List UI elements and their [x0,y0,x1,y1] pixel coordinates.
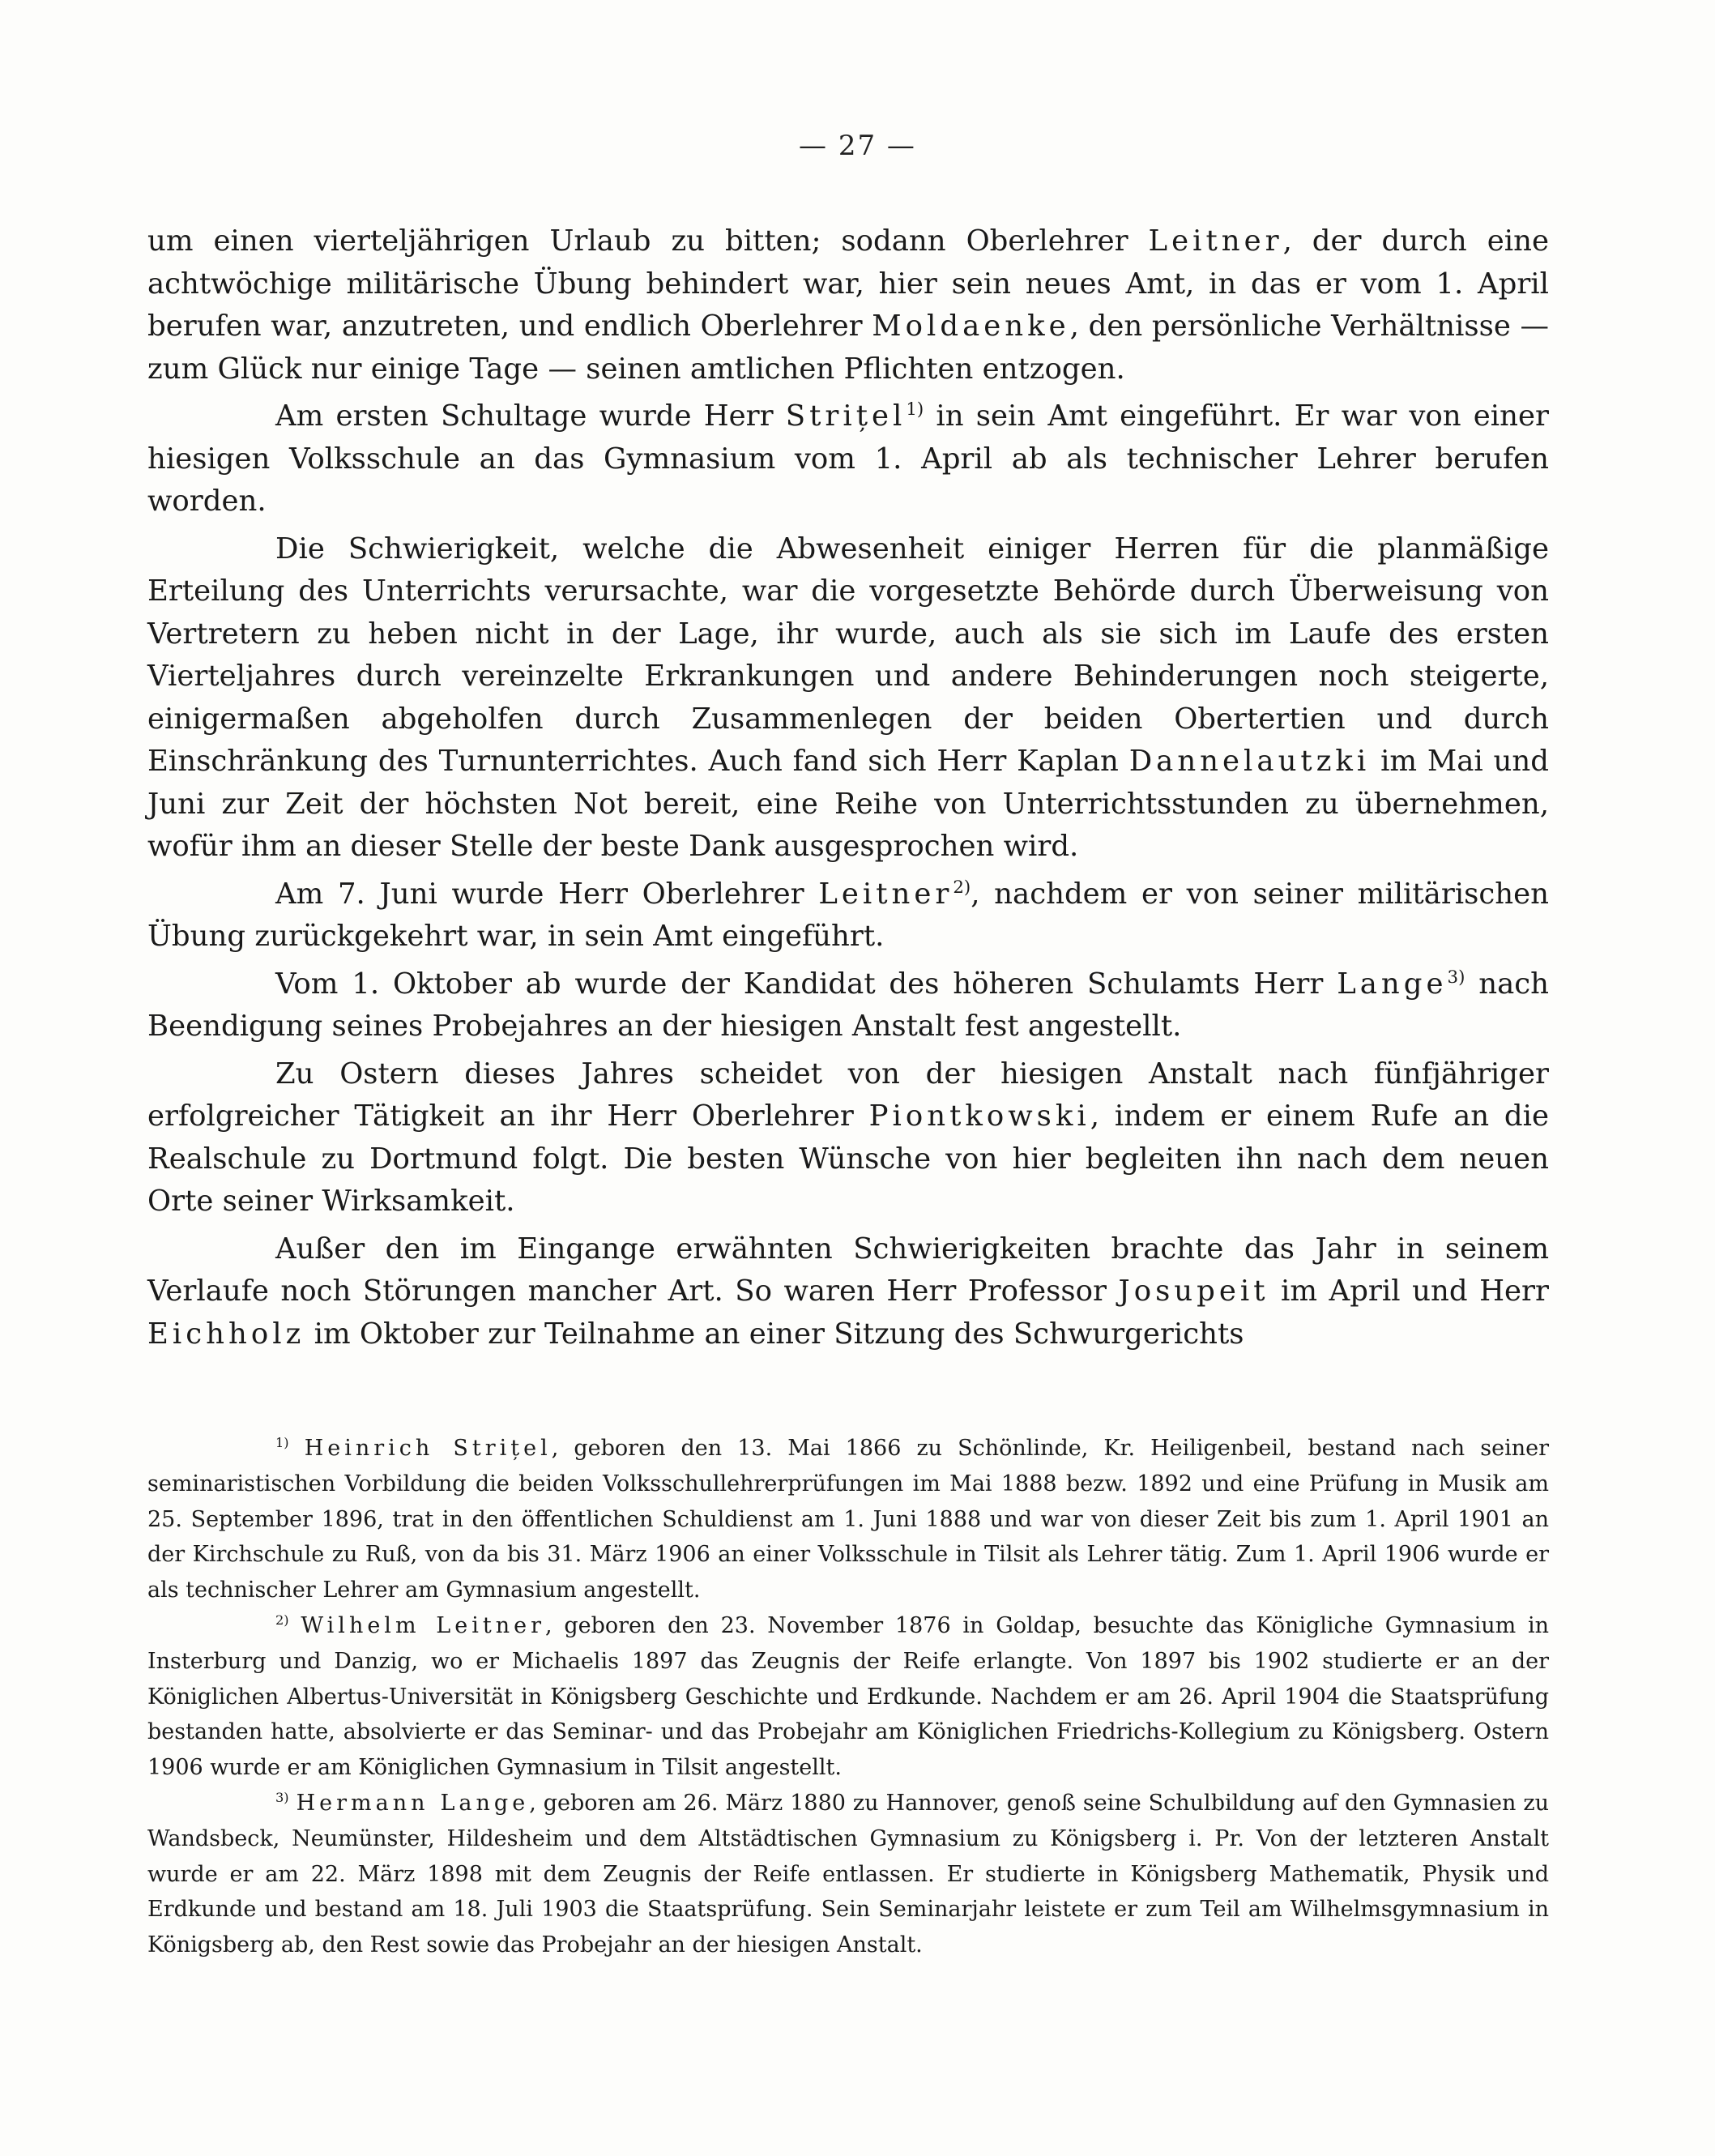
person-name: Leitner [818,877,953,911]
text-span: , den persönliche Verhältnisse — zum Glück nur einige Tage — seinen amtlichen Pflichten entzogen. [147,310,1550,386]
paragraph-4 [147,873,1549,958]
paragraph-5 [147,963,1549,1048]
paragraph-2 [147,395,1549,523]
text-span: Außer den im Eingange erwähnten Schwierigkeiten brachte das Jahr in seinem Verlaufe noch Störungen mancher Art. So waren Herr Professor [147,1232,1549,1308]
paragraph-3 [147,528,1549,869]
footnote-mark: 2) [275,1612,289,1628]
text-span: , indem er einem Rufe an die Realschule zu Dortmund folgt. Die besten Wünsche von hier begleiten ihn nach dem neuen Orte seiner Wirksamkeit. [147,1099,1550,1218]
text-span: Zu Ostern dieses Jahres scheidet von der hiesigen Anstalt nach fünfjähriger erfolgreicher Tätigkeit an ihr Herr Oberlehrer [147,1057,1549,1133]
person-name: Lange [1337,967,1448,1001]
text-span: nach Beendigung seines Probejahres an der hiesigen Anstalt fest angestellt. [147,967,1550,1043]
person-name: Josupeit [1118,1274,1269,1308]
footnote-text: , geboren am 26. März 1880 zu Hannover, genoß seine Schulbildung auf den Gymnasien zu Wandsbeck, Neumünster, Hildesheim und dem Altstädtischen Gymnasium zu Königsberg i. Pr. Von der letzteren Anstalt wurde er am 22. März 1898 mit dem Zeugnis der Reife entlassen. Er studierte in Königsberg Mathematik, Physik und Erdkunde und bestand am 18. Juli 1903 die Staatsprüfung. Sein Seminarjahr leistete er zum Teil am Wilhelmsgymnasium in Königsberg ab, den Rest sowie das Probejahr an der hiesigen Anstalt. [147,1790,1550,1958]
body-text [147,220,1549,1360]
text-span: im Mai und Juni zur Zeit der höchsten Not bereit, eine Reihe von Unterrichtsstunden zu übernehmen, wofür ihm an dieser Stelle der beste Dank ausgesprochen wird. [147,745,1549,863]
footnote-text: , geboren den 13. Mai 1866 zu Schönlinde, Kr. Heiligenbeil, bestand nach seiner seminaristischen Vorbildung die beiden Volksschullehrerprüfungen im Mai 1888 bezw. 1892 und eine Prüfung in Musik am 25. September 1896, trat in den öffentlichen Schuldienst am 1. Juni 1888 und war von dieser Zeit bis zum 1. April 1901 an der Kirchschule zu Ruß, von da bis 31. März 1906 an einer Volksschule in Tilsit als Lehrer tätig. Zum 1. April 1906 wurde er als technischer Lehrer am Gymnasium angestellt. [147,1436,1549,1603]
footnote-2 [147,1608,1549,1786]
footnote-text: , geboren den 23. November 1876 in Goldap, besuchte das Königliche Gymnasium in Insterburg und Danzig, wo er Michaelis 1897 das Zeugnis der Reife erlangte. Von 1897 bis 1902 studierte er an der Königlichen Albertus-Universität in Königsberg Geschichte und Erdkunde. Nachdem er am 26. April 1904 die Staatsprüfung bestanden hatte, absolvierte er das Seminar- und das Probejahr am Königlichen Friedrichs-Kollegium zu Königsberg. Ostern 1906 wurde er am Königlichen Gymnasium in Tilsit angestellt. [147,1612,1549,1781]
footnote-ref: 2) [953,877,971,898]
footnote-1 [147,1431,1549,1608]
text-span: im Oktober zur Teilnahme an einer Sitzung des Schwurgerichts [305,1317,1244,1351]
footnote-mark: 1) [275,1435,289,1450]
person-name: Dannelautzki [1128,745,1371,778]
text-span: , nachdem er von seiner militärischen Übung zurückgekehrt war, in sein Amt eingeführt. [147,877,1549,953]
text-span: um einen vierteljährigen Urlaub zu bitten; sodann Oberlehrer [147,224,1149,258]
paragraph-6 [147,1053,1549,1223]
person-name: Moldaenke [872,310,1070,343]
text-span: Am ersten Schultage wurde Herr [275,399,786,433]
text-span: in sein Amt eingeführt. Er war von einer hiesigen Volksschule an das Gymnasium vom 1. April ab als technischer Lehrer berufen worden. [147,399,1549,518]
page-number: — 27 — [799,130,916,162]
footnote-ref: 1) [906,399,924,421]
text-span: Die Schwierigkeit, welche die Abwesenheit einiger Herren für die planmäßige Erteilung des Unterrichts verursachte, war die vorgesetzte Behörde durch Überweisung von Vertretern zu heben nicht in der Lage, ihr wurde, auch als sie sich im Laufe des ersten Vierteljahres durch vereinzelte Erkrankungen und andere Behinderungen noch steigerte, einigermaßen abgeholfen durch Zusammenlegen der beiden Obertertien und durch Einschränkung des Turnunterrichtes. Auch fand sich Herr Kaplan [147,532,1549,778]
text-span: Vom 1. Oktober ab wurde der Kandidat des höheren Schulamts Herr [275,967,1337,1001]
footnote-3 [147,1786,1549,1963]
text-span: Am 7. Juni wurde Herr Oberlehrer [275,877,819,911]
paragraph-1 [147,220,1549,391]
text-span: , der durch eine achtwöchige militärische Übung behindert war, hier sein neues Amt, in das er vom 1. April berufen war, anzutreten, und endlich Oberlehrer [147,224,1549,343]
person-name: Heinrich Strițel [304,1436,552,1461]
person-name: Strițel [785,399,907,433]
text-span: im April und Herr [1269,1274,1549,1308]
footnote-ref: 3) [1447,967,1465,988]
footnote-mark: 3) [275,1789,289,1805]
paragraph-7 [147,1228,1549,1356]
person-name: Piontkowski [868,1099,1090,1133]
person-name: Eichholz [147,1317,305,1351]
person-name: Leitner [1148,224,1283,258]
person-name: Hermann Lange [296,1790,530,1816]
person-name: Wilhelm Leitner [301,1612,545,1638]
footnotes [147,1431,1549,1963]
